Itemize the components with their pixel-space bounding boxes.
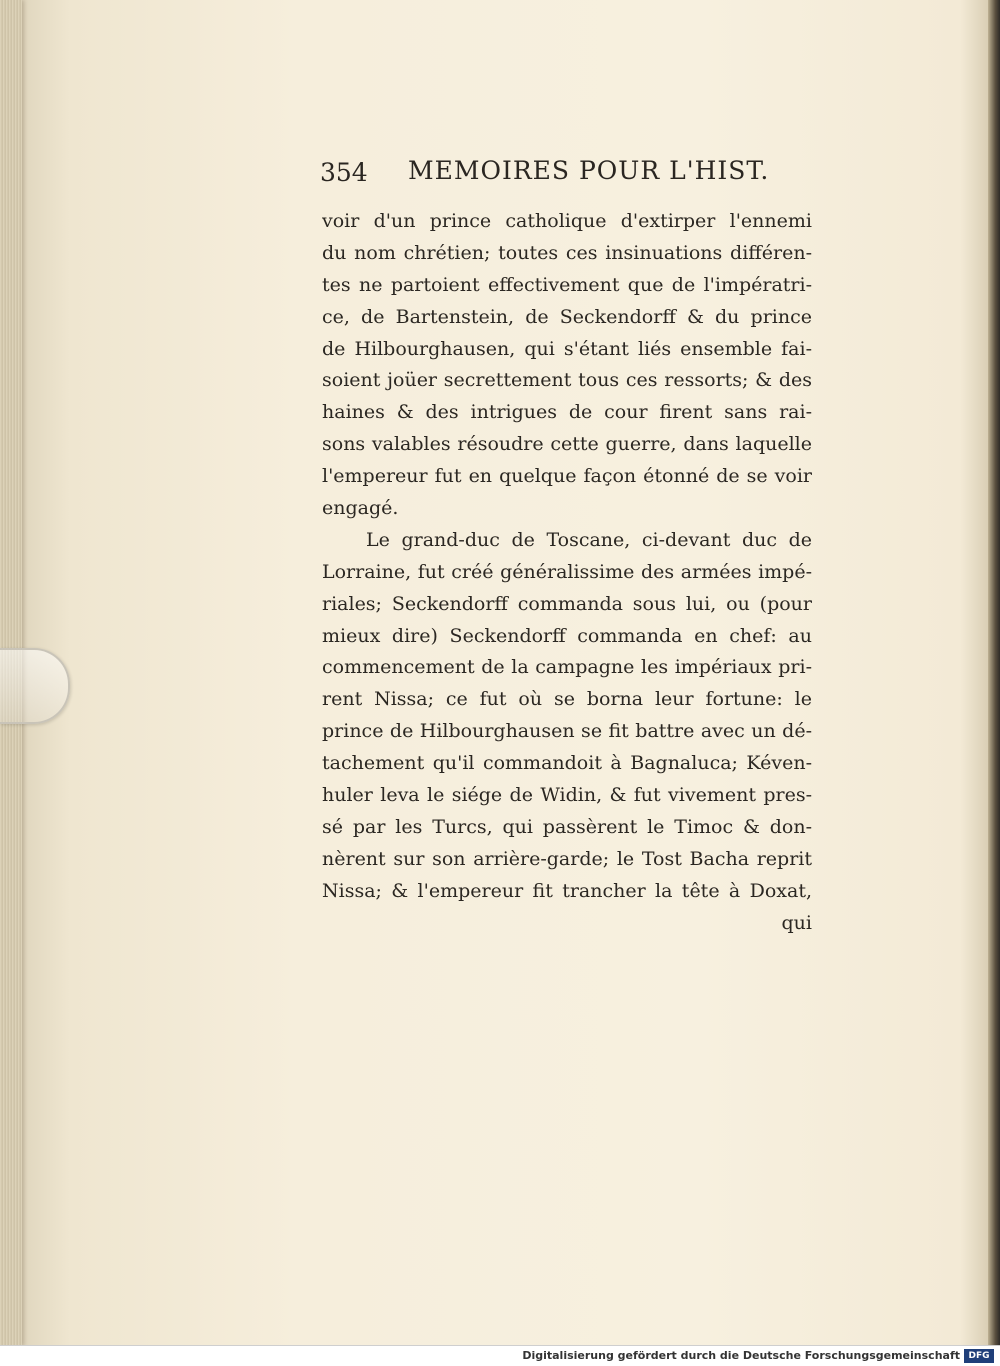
text-line: huler leva le siége de Widin, & fut vivement pres- <box>322 784 812 807</box>
text-line: mieux dire) Seckendorff commanda en chef: au <box>322 624 812 647</box>
binding-edge <box>988 0 1000 1346</box>
text-line: prince de Hilbourghausen se fit battre avec un dé- <box>322 720 812 743</box>
text-line: ce, de Bartenstein, de Seckendorff & du prince <box>322 305 812 328</box>
page-header <box>320 152 820 192</box>
text-line: tachement qu'il commandoit à Bagnaluca; Kéven- <box>322 752 812 775</box>
text-line: voir d'un prince catholique d'extirper l'ennemi <box>322 210 812 232</box>
text-line: sé par les Turcs, qui passèrent le Timoc & don- <box>322 815 812 838</box>
text-line: rent Nissa; ce fut où se borna leur fortune: le <box>322 688 812 711</box>
funding-credit: Digitalisierung gefördert durch die Deutsche Forschungsgemeinschaft <box>522 1349 960 1362</box>
body-text <box>322 206 812 939</box>
text-line: nèrent sur son arrière-garde; le Tost Bacha reprit <box>322 847 812 870</box>
page-clip <box>0 648 70 724</box>
text-line: Nissa; & l'empereur fit trancher la tête à Doxat, <box>322 879 812 902</box>
page-number: 354 <box>320 158 368 187</box>
text-line: sons valables résoudre cette guerre, dans laquelle <box>322 433 812 456</box>
footer-bar <box>0 1345 1000 1366</box>
text-line: haines & des intrigues de cour firent sans rai- <box>322 401 812 424</box>
text-line: tes ne partoient effectivement que de l'impératri- <box>322 273 812 296</box>
text-line: commencement de la campagne les impériaux pri- <box>322 656 812 679</box>
text-line: Le grand-duc de Toscane, ci-devant duc de <box>366 528 812 551</box>
catchword: qui <box>781 911 812 934</box>
text-line: soient joüer secrettement tous ces ressorts; & des <box>322 369 812 392</box>
text-line: Lorraine, fut créé généralissime des armées impé- <box>322 560 812 583</box>
text-line: engagé. <box>322 497 399 520</box>
running-title: MEMOIRES POUR L'HIST. <box>408 156 770 185</box>
text-line: du nom chrétien; toutes ces insinuations différen- <box>322 241 812 264</box>
dfg-logo: DFG <box>964 1349 994 1363</box>
text-line: de Hilbourghausen, qui s'étant liés ensemble fai- <box>322 337 812 360</box>
text-line: riales; Seckendorff commanda sous lui, ou (pour <box>322 592 812 615</box>
text-line: l'empereur fut en quelque façon étonné de se voir <box>322 465 812 488</box>
